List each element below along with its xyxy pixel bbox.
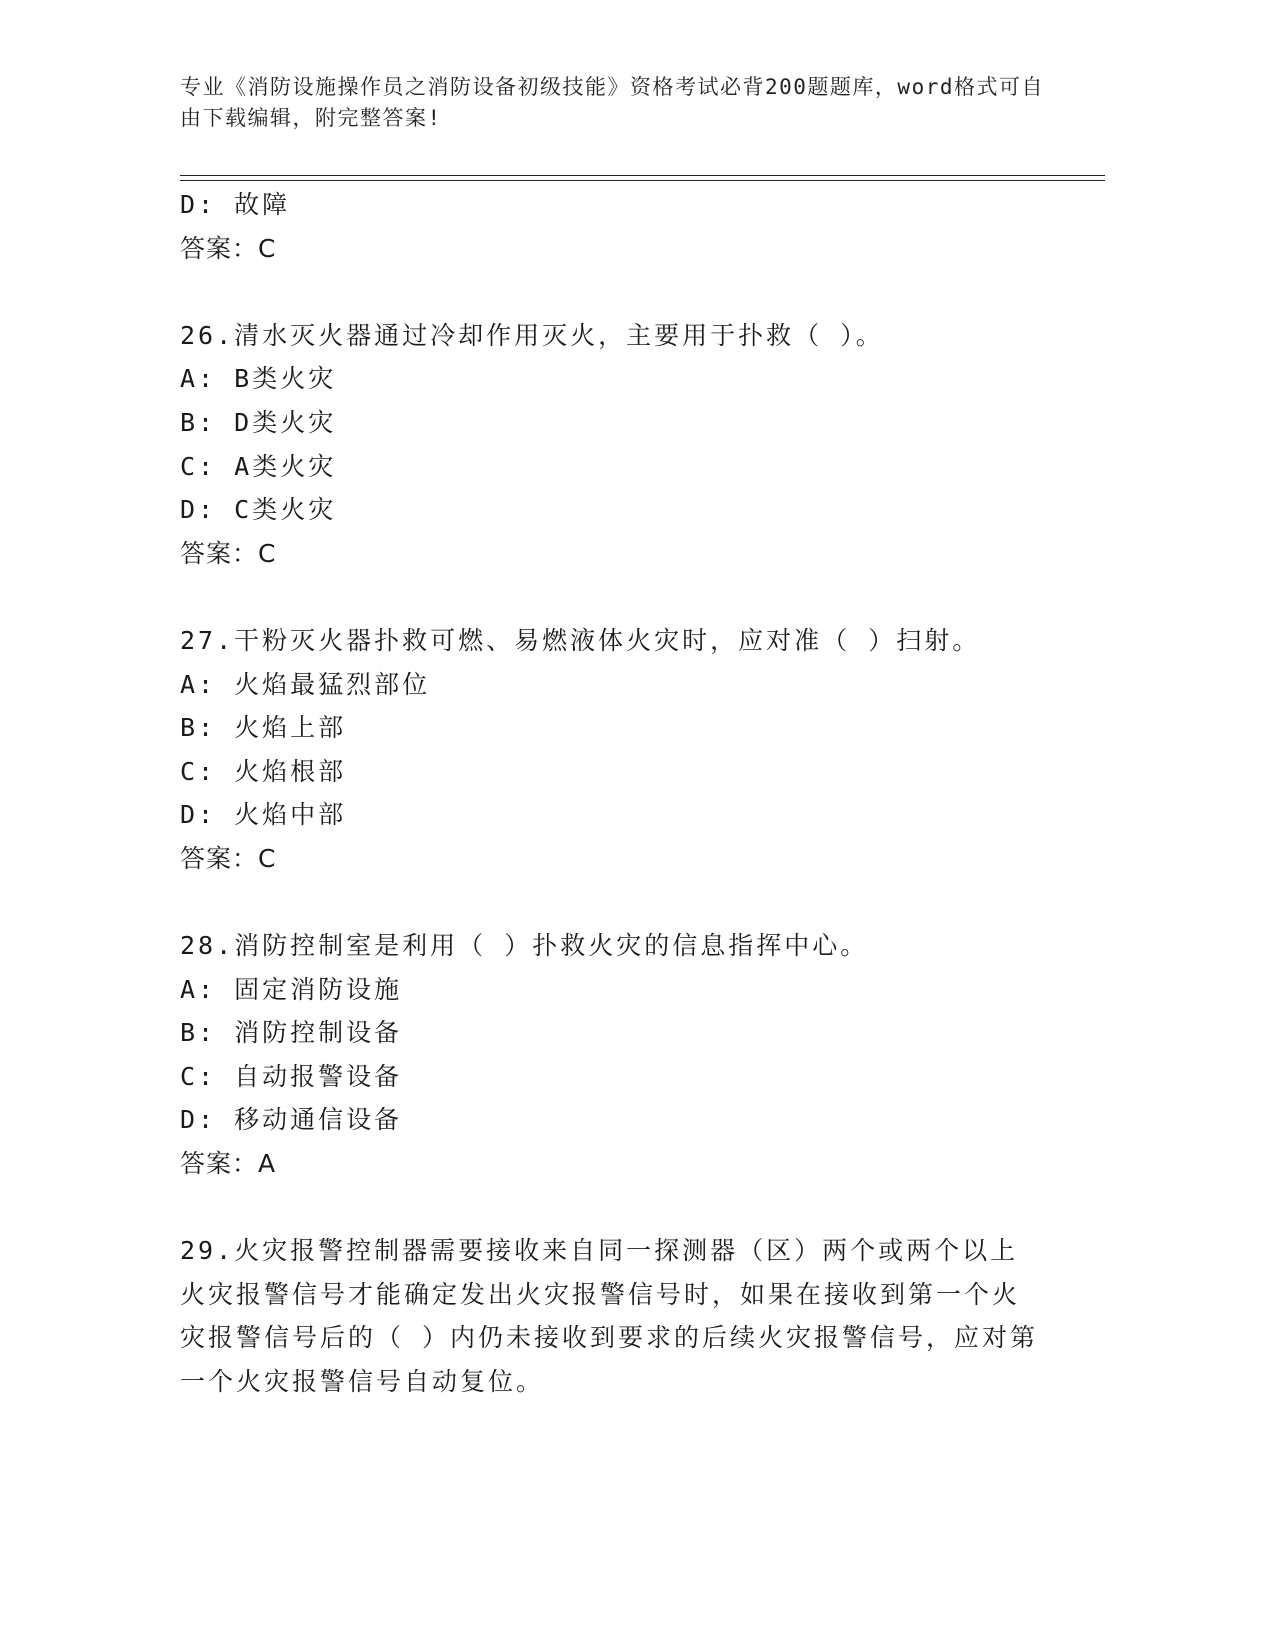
question-stem: 28.消防控制室是利用（ ）扑救火灾的信息指挥中心。 xyxy=(180,931,869,961)
spacer xyxy=(180,270,1040,314)
option-c: C: A类火灾 xyxy=(180,451,337,481)
option-d: D: 移动通信设备 xyxy=(180,1105,403,1135)
question-stem: 27.干粉灭火器扑救可燃、易燃液体火灾时，应对准（ ）扫射。 xyxy=(180,625,981,655)
option-a: A: B类火灾 xyxy=(180,364,337,394)
question-26 xyxy=(180,314,1040,576)
carryover-answer: 答案：C xyxy=(180,233,277,263)
carryover-option-d: D: 故障 xyxy=(180,190,291,219)
header-divider-bottom xyxy=(180,180,1105,181)
question-29 xyxy=(180,1229,1040,1403)
answer: 答案：C xyxy=(180,538,277,568)
option-c: C: 自动报警设备 xyxy=(180,1061,403,1091)
option-b: B: 火焰上部 xyxy=(180,713,347,743)
option-d: D: 火焰中部 xyxy=(180,800,347,830)
question-stem: 26.清水灭火器通过冷却作用灭火，主要用于扑救（ ）。 xyxy=(180,320,884,350)
spacer xyxy=(180,881,1040,925)
spacer xyxy=(180,1186,1040,1230)
question-list xyxy=(180,183,1040,1404)
option-a: A: 固定消防设施 xyxy=(180,974,403,1004)
answer: 答案：A xyxy=(180,1149,277,1179)
page-header: 专业《消防设施操作员之消防设备初级技能》资格考试必背200题题库，word格式可自由下载编辑，附完整答案! xyxy=(180,75,1044,130)
option-d: D: C类火灾 xyxy=(180,495,337,525)
spacer xyxy=(180,575,1040,619)
header-divider-top xyxy=(180,175,1105,176)
question-28 xyxy=(180,924,1040,1186)
option-a: A: 火焰最猛烈部位 xyxy=(180,669,431,699)
option-b: B: D类火灾 xyxy=(180,407,337,437)
answer: 答案：C xyxy=(180,843,277,873)
option-c: C: 火焰根部 xyxy=(180,756,347,786)
question-27 xyxy=(180,619,1040,881)
option-b: B: 消防控制设备 xyxy=(180,1018,403,1048)
question-stem: 29.火灾报警控制器需要接收来自同一探测器（区）两个或两个以上火灾报警信号才能确定发出火灾报警信号时，如果在接收到第一个火灾报警信号后的（ ）内仍未接收到要求的后续火灾报警信号，应对第一个火灾报警信号自动复位。 xyxy=(180,1236,1039,1397)
